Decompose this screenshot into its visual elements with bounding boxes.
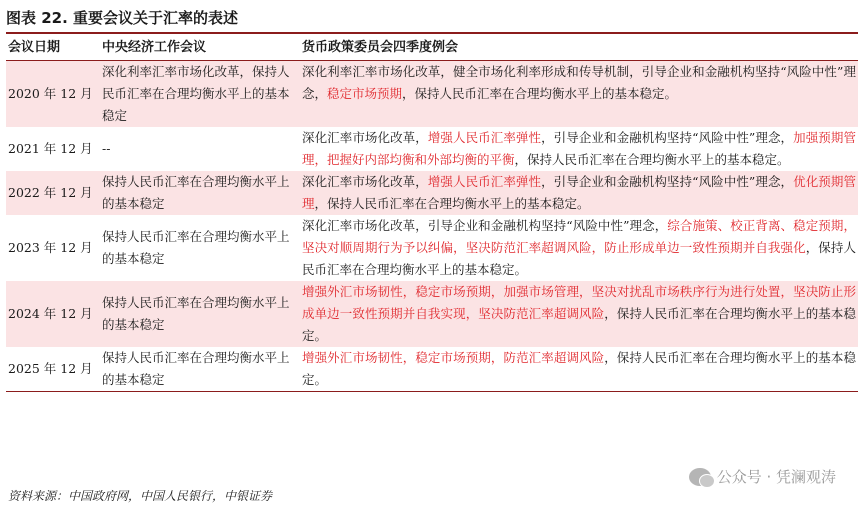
- highlight-text: 综合施策、校正背离、稳定预期，坚决对顺周期行为予以纠偏，坚决防范汇率超调风险，防止形成单边一致性预期并自我强化: [302, 218, 856, 255]
- header-central: 中央经济工作会议: [102, 40, 207, 55]
- table-row: [6, 171, 858, 215]
- table-row: [6, 215, 858, 281]
- highlight-text: 优化预期管理: [302, 174, 856, 211]
- row-pboc: [302, 281, 858, 347]
- statement-text: 深化汇率市场化改革，引导企业和金融机构坚持“风险中性”理念，: [302, 218, 668, 233]
- table-header: [6, 36, 858, 61]
- highlight-text: 增强外汇市场韧性，稳定市场预期，防范汇率超调风险: [302, 350, 605, 365]
- row-date: 2021 年 12 月: [8, 141, 93, 156]
- highlight-text: 增强外汇市场韧性，稳定市场预期，加强市场管理，坚决对扰乱市场秩序行为进行处置，坚决防止形成单边一致性预期并自我实现，坚决防范汇率超调风险: [302, 284, 856, 321]
- highlight-text: 稳定市场预期: [327, 86, 403, 101]
- statement-text: ，保持人民币汇率在合理均衡水平上的基本稳定。: [314, 196, 590, 211]
- highlight-text: 增强人民币汇率弹性: [427, 130, 542, 145]
- highlight-text: 加强预期管理，把握好内部均衡和外部均衡的平衡: [302, 130, 856, 167]
- table-row: [6, 281, 858, 347]
- header-date: 会议日期: [8, 40, 61, 55]
- statement-text: ，保持人民币汇率在合理均衡水平上的基本稳定。: [302, 306, 856, 343]
- row-pboc: [302, 61, 858, 127]
- statement-text: 深化汇率市场化改革，: [302, 174, 428, 189]
- source-note: 资料来源：中国政府网，中国人民银行，中银证券: [8, 489, 273, 503]
- statement-text: 深化利率汇率市场化改革，健全市场化利率形成和传导机制，引导企业和金融机构坚持“风险中性”理念，: [302, 64, 856, 101]
- row-date: 2024 年 12 月: [8, 306, 93, 321]
- figure-title: 图表 22. 重要会议关于汇率的表述: [6, 4, 858, 34]
- statement-text: ，引导企业和金融机构坚持“风险中性”理念，: [541, 130, 794, 145]
- table-row: [6, 347, 858, 391]
- row-pboc: [302, 127, 858, 171]
- row-central: 保持人民币汇率在合理均衡水平上的基本稳定: [102, 229, 290, 266]
- statement-text: ，保持人民币汇率在合理均衡水平上的基本稳定。: [302, 240, 856, 277]
- row-central: 保持人民币汇率在合理均衡水平上的基本稳定: [102, 295, 290, 332]
- statement-text: 深化汇率市场化改革，: [302, 130, 428, 145]
- row-date: 2022 年 12 月: [8, 185, 93, 200]
- row-central: --: [102, 141, 111, 156]
- highlight-text: 增强人民币汇率弹性: [427, 174, 542, 189]
- statements-table: [6, 36, 858, 392]
- watermark-text: 公众号 · 凭澜观涛: [716, 468, 836, 486]
- row-date: 2020 年 12 月: [8, 86, 93, 101]
- row-pboc: [302, 215, 858, 281]
- table-row: [6, 61, 858, 127]
- row-date: 2023 年 12 月: [8, 240, 93, 255]
- statement-text: ，保持人民币汇率在合理均衡水平上的基本稳定。: [302, 350, 856, 387]
- table-row: [6, 127, 858, 171]
- row-central: 深化利率汇率市场化改革，保持人民币汇率在合理均衡水平上的基本稳定: [102, 64, 290, 123]
- row-central: 保持人民币汇率在合理均衡水平上的基本稳定: [102, 350, 290, 387]
- wechat-icon: [689, 468, 711, 486]
- row-date: 2025 年 12 月: [8, 361, 93, 376]
- row-pboc: [302, 347, 858, 391]
- row-central: 保持人民币汇率在合理均衡水平上的基本稳定: [102, 174, 290, 211]
- statement-text: ，保持人民币汇率在合理均衡水平上的基本稳定。: [402, 86, 678, 101]
- watermark: [689, 466, 836, 487]
- header-pboc: 货币政策委员会四季度例会: [302, 40, 459, 55]
- statement-text: ，引导企业和金融机构坚持“风险中性”理念，: [541, 174, 794, 189]
- statement-text: ，保持人民币汇率在合理均衡水平上的基本稳定。: [514, 152, 790, 167]
- row-pboc: [302, 171, 858, 215]
